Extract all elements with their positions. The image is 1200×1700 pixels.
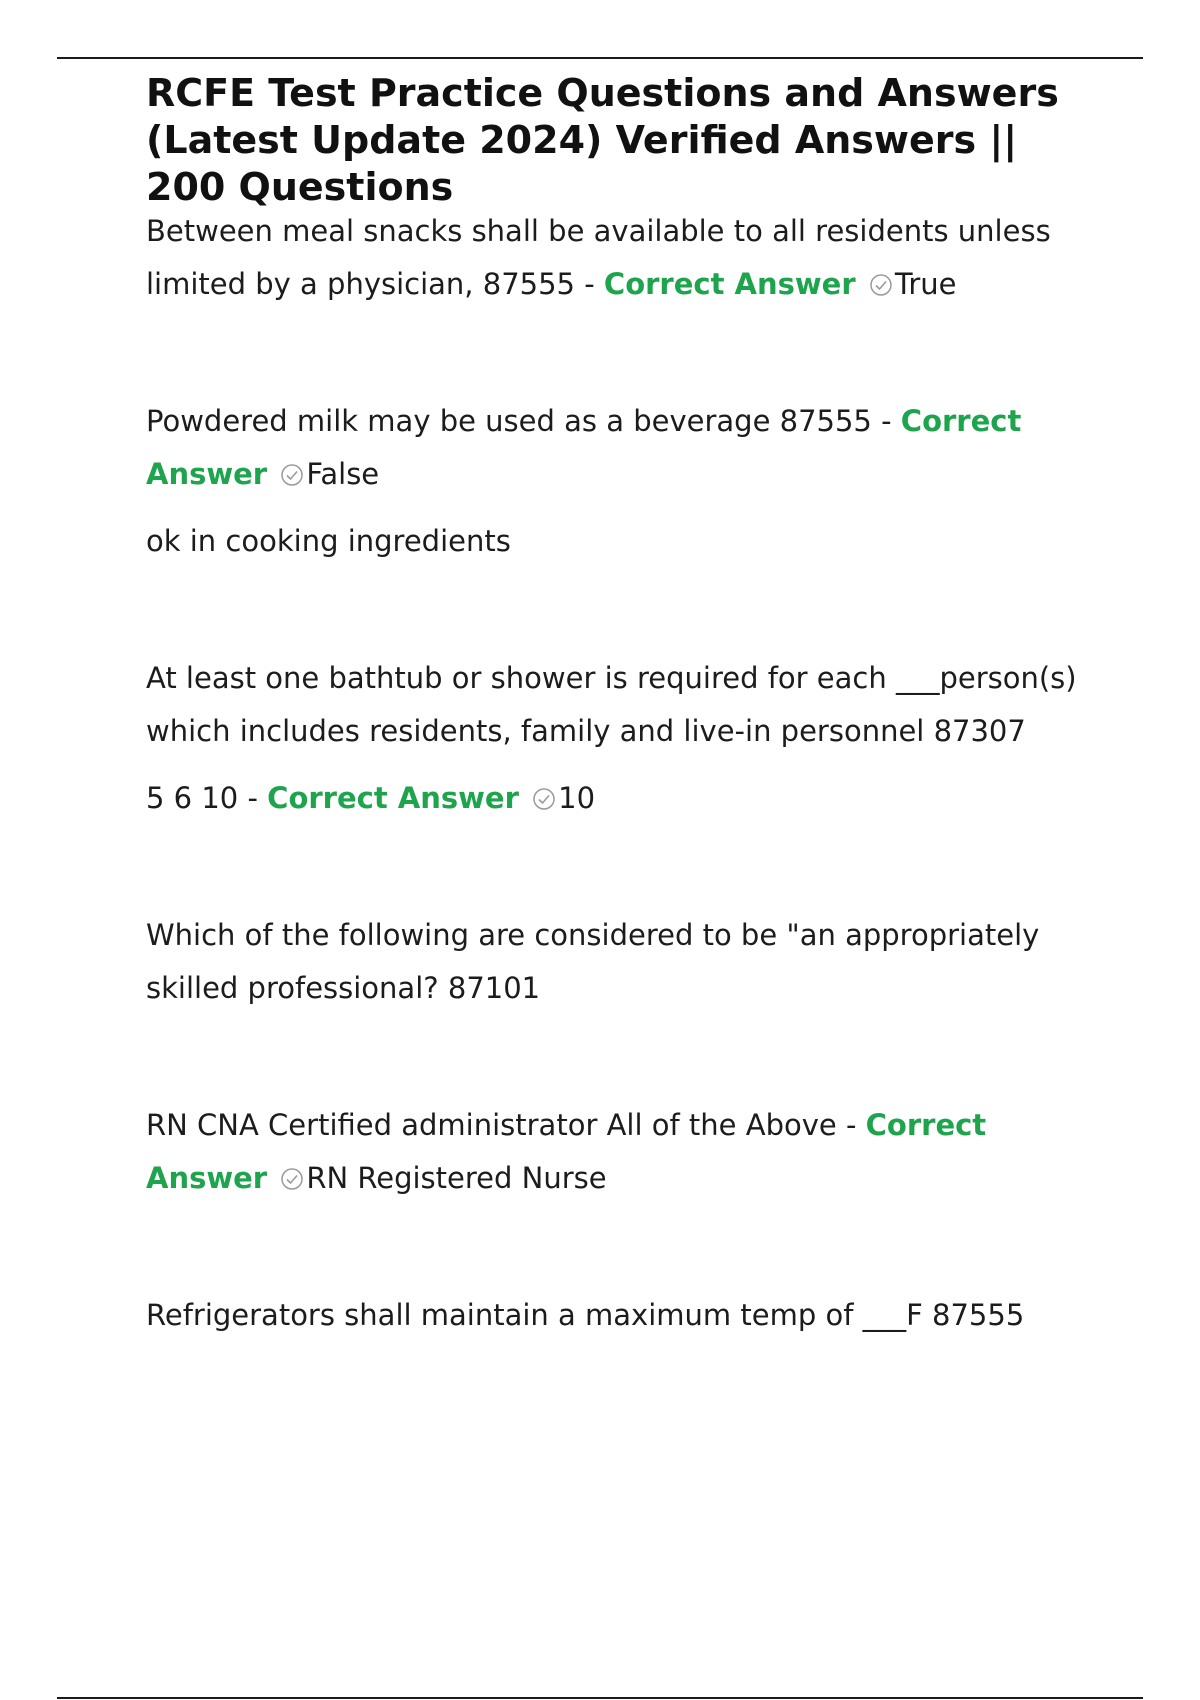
- qa-item-4-answer: [146, 1099, 1096, 1205]
- answer-separator: -: [871, 404, 901, 438]
- qa-item-3-question: At least one bathtub or shower is required for each ___person(s) which includes residents, family and live-in personnel 87307: [146, 661, 1077, 748]
- answer-note: ok in cooking ingredients: [146, 524, 511, 558]
- answer-text: RN Registered Nurse: [306, 1161, 607, 1195]
- answer-text: 10: [558, 781, 596, 815]
- correct-answer-label: Correct Answer: [146, 404, 1022, 491]
- qa-item-5-question: Refrigerators shall maintain a maximum temp of ___F 87555: [146, 1298, 1025, 1332]
- answer-text: True: [894, 267, 957, 301]
- answer-text: False: [306, 457, 380, 491]
- circle-check-icon: [280, 1167, 304, 1191]
- qa-item-4-question: Which of the following are considered to be "an appropriately skilled professional? 87101: [146, 918, 1040, 1005]
- correct-answer-label: Correct Answer: [267, 781, 519, 815]
- bottom-rule: [57, 1697, 1143, 1699]
- answer-separator: -: [238, 781, 268, 815]
- qa-item-1: [146, 205, 1096, 311]
- document-body: [146, 70, 1096, 1342]
- top-rule: [57, 57, 1143, 59]
- circle-check-icon: [280, 463, 304, 487]
- question-text: Between meal snacks shall be available to all residents unless limited by a physician, 87555: [146, 214, 1051, 301]
- correct-answer-label: Correct Answer: [146, 1108, 987, 1195]
- document-title: RCFE Test Practice Questions and Answers (Latest Update 2024) Verified Answers || 200 Questions: [146, 71, 1059, 209]
- qa-item-3-answer: [146, 772, 1096, 825]
- answer-separator: -: [575, 267, 604, 301]
- answer-options: RN CNA Certified administrator All of the Above: [146, 1108, 837, 1142]
- question-text: Powdered milk may be used as a beverage 87555: [146, 404, 872, 438]
- answer-options: 5 6 10: [146, 781, 239, 815]
- qa-item-2: [146, 395, 1096, 501]
- circle-check-icon: [532, 787, 556, 811]
- answer-separator: -: [836, 1108, 866, 1142]
- circle-check-icon: [869, 273, 893, 297]
- correct-answer-label: Correct Answer: [603, 267, 856, 301]
